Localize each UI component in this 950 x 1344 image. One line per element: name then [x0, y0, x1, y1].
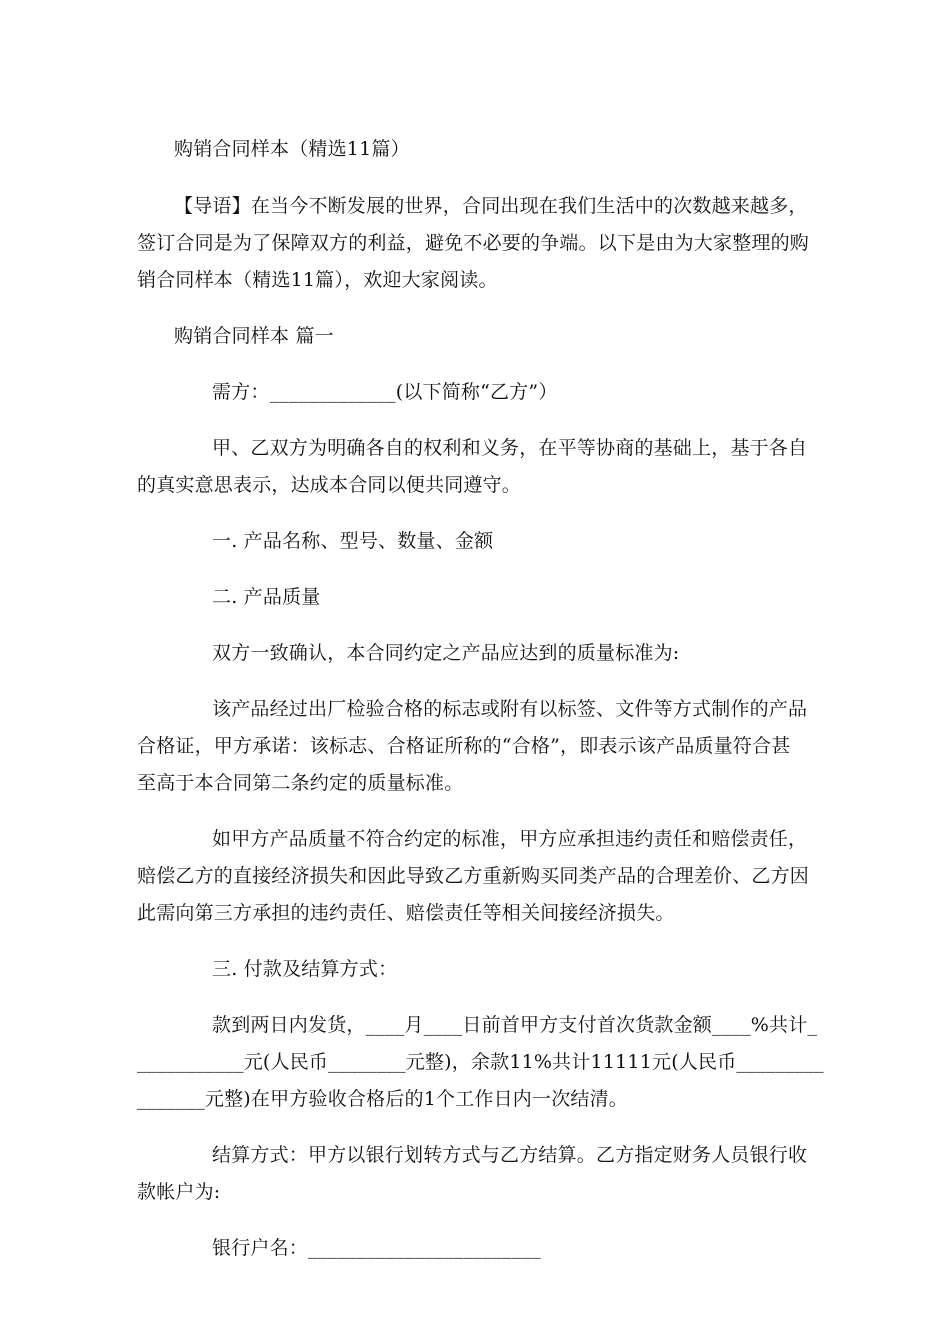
- clause2-confirm: 双方一致确认，本合同约定之产品应达到的质量标准为:: [212, 642, 680, 664]
- clause2-para1-line-3: 至高于本合同第二条约定的质量标准。: [137, 772, 464, 794]
- clause2-para2-line-1: 如甲方产品质量不符合约定的标准，甲方应承担违约责任和赔偿责任，: [212, 828, 808, 850]
- clause2-para2-line-2: 赔偿乙方的直接经济损失和因此导致乙方重新购买同类产品的合理差价、乙方因: [137, 865, 810, 887]
- preamble-line-2: 的真实意思表示，达成本合同以便共同遵守。: [137, 474, 522, 496]
- clause1-title: 一. 产品名称、型号、数量、金额: [212, 530, 494, 552]
- buyer-line: 需方：_____________(以下简称“乙方”）: [212, 381, 558, 403]
- clause2-title: 二. 产品质量: [212, 586, 321, 608]
- intro-line-2: 签订合同是为了保障双方的利益，避免不必要的争端。以下是由为大家整理的购: [137, 232, 810, 254]
- bank-name-line: 银行户名：________________________: [212, 1237, 541, 1259]
- clause3-para2-line-1: 结算方式：甲方以银行划转方式与乙方结算。乙方指定财务人员银行收: [212, 1144, 808, 1166]
- clause2-para1-line-2: 合格证，甲方承诺：该标志、合格证所称的“合格”，即表示该产品质量符合甚: [137, 735, 791, 757]
- section-title: 购销合同样本 篇一: [174, 325, 334, 347]
- document-title: 购销合同样本（精选11篇）: [174, 138, 410, 160]
- clause3-para1-line-3: _______元整)在甲方验收合格后的1个工作日内一次结清。: [137, 1088, 629, 1110]
- preamble-line-1: 甲、乙双方为明确各自的权利和义务，在平等协商的基础上，基于各自: [212, 437, 808, 459]
- intro-line-3: 销合同样本（精选11篇），欢迎大家阅读。: [137, 269, 498, 291]
- clause2-para1-line-1: 该产品经过出厂检验合格的标志或附有以标签、文件等方式制作的产品: [212, 698, 808, 720]
- clause3-para1-line-2: ___________元(人民币________元整)，余款11%共计11111元(人民币_________: [137, 1051, 824, 1073]
- clause3-title: 三. 付款及结算方式：: [212, 958, 398, 980]
- clause3-para1-line-1: 款到两日内发货，____月____日前首甲方支付首次货款金额____%共计_: [212, 1014, 818, 1036]
- intro-line-1: 【导语】在当今不断发展的世界，合同出现在我们生活中的次数越来越多，: [174, 195, 808, 217]
- clause2-para2-line-3: 此需向第三方承担的违约责任、赔偿责任等相关间接经济损失。: [137, 902, 675, 924]
- clause3-para2-line-2: 款帐户为:: [137, 1181, 221, 1203]
